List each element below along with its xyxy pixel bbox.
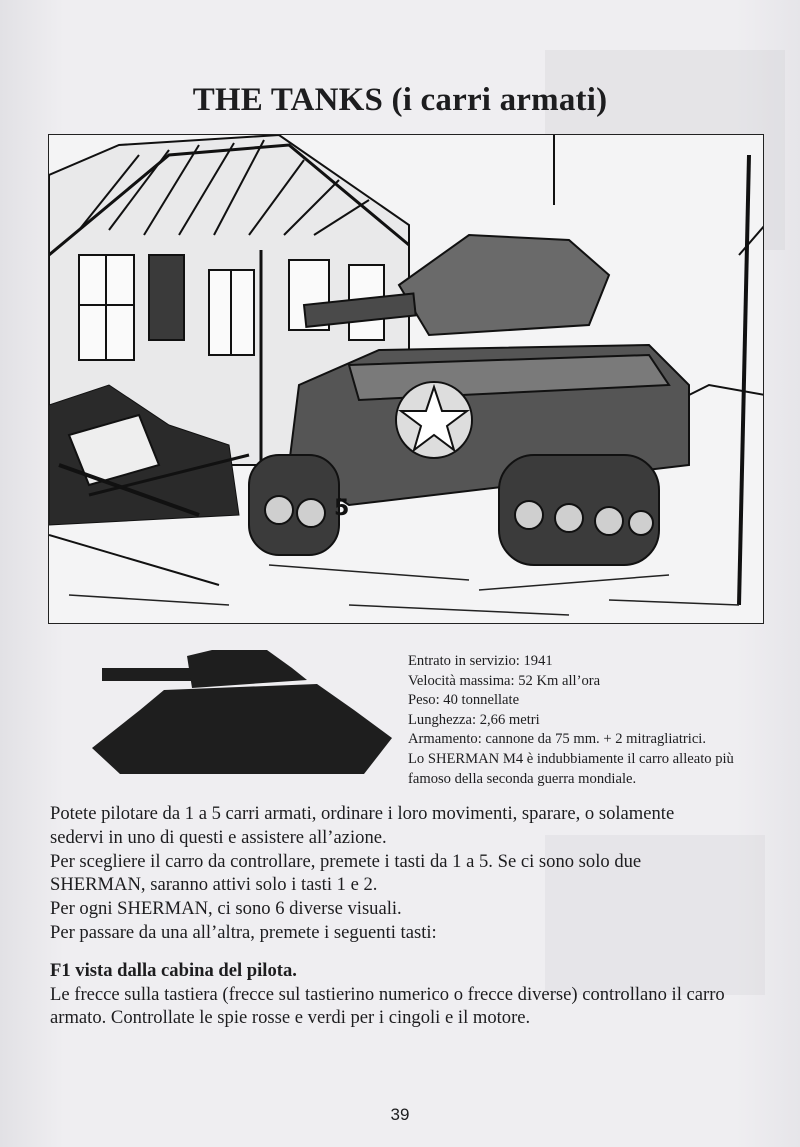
spec-line: Lunghezza: 2,66 metri: [408, 711, 540, 728]
spec-line: famoso della seconda guerra mondiale.: [408, 770, 637, 787]
body-line: Per ogni SHERMAN, ci sono 6 diverse visuali.: [50, 898, 402, 920]
section-heading: F1 vista dalla cabina del pilota.: [50, 959, 297, 981]
spec-line: Velocità massima: 52 Km all’ora: [408, 672, 601, 689]
page-number: 39: [390, 1105, 410, 1124]
body-line: Potete pilotare da 1 a 5 carri armati, ordinare i loro movimenti, sparare, o solamente: [50, 803, 675, 824]
gun-barrel: [102, 668, 192, 681]
spec-line: Lo SHERMAN M4 è indubbiamente il carro alleato più: [408, 750, 734, 767]
body-line: sedervi in uno di questi e assistere all’azione.: [50, 826, 387, 848]
tank-illustration: [48, 134, 764, 624]
body-text: [50, 802, 770, 1030]
body-line: Per passare da una all’altra, premete i seguenti tasti:: [50, 921, 437, 943]
body-line: Per scegliere il carro da controllare, premete i tasti da 1 a 5. Se ci sono solo due: [50, 850, 642, 872]
ground-strokes: [69, 565, 739, 615]
hull: [92, 684, 392, 774]
tank-illustration-drawing: [49, 135, 764, 624]
turret: [187, 650, 307, 688]
tank-specifications: [408, 652, 768, 789]
spec-line: Armamento: cannone da 75 mm. + 2 mitragliatrici.: [408, 731, 706, 748]
section-line: armato. Controllate le spie rosse e verdi per i cingoli e il motore.: [50, 1007, 531, 1029]
tank-hull-number: 5: [334, 496, 350, 521]
sherman-silhouette: [92, 648, 392, 776]
section-line: Le frecce sulla tastiera (frecce sul tastierino numerico o frecce diverse) controllano il carro: [50, 983, 725, 1005]
paragraph-gap: [50, 945, 770, 959]
page-title: THE TANKS (i carri armati): [192, 82, 608, 118]
spec-line: Peso: 40 tonnellate: [408, 692, 520, 709]
body-line: SHERMAN, saranno attivi solo i tasti 1 e 2.: [50, 874, 378, 896]
spec-line: Entrato in servizio: 1941: [408, 653, 553, 669]
